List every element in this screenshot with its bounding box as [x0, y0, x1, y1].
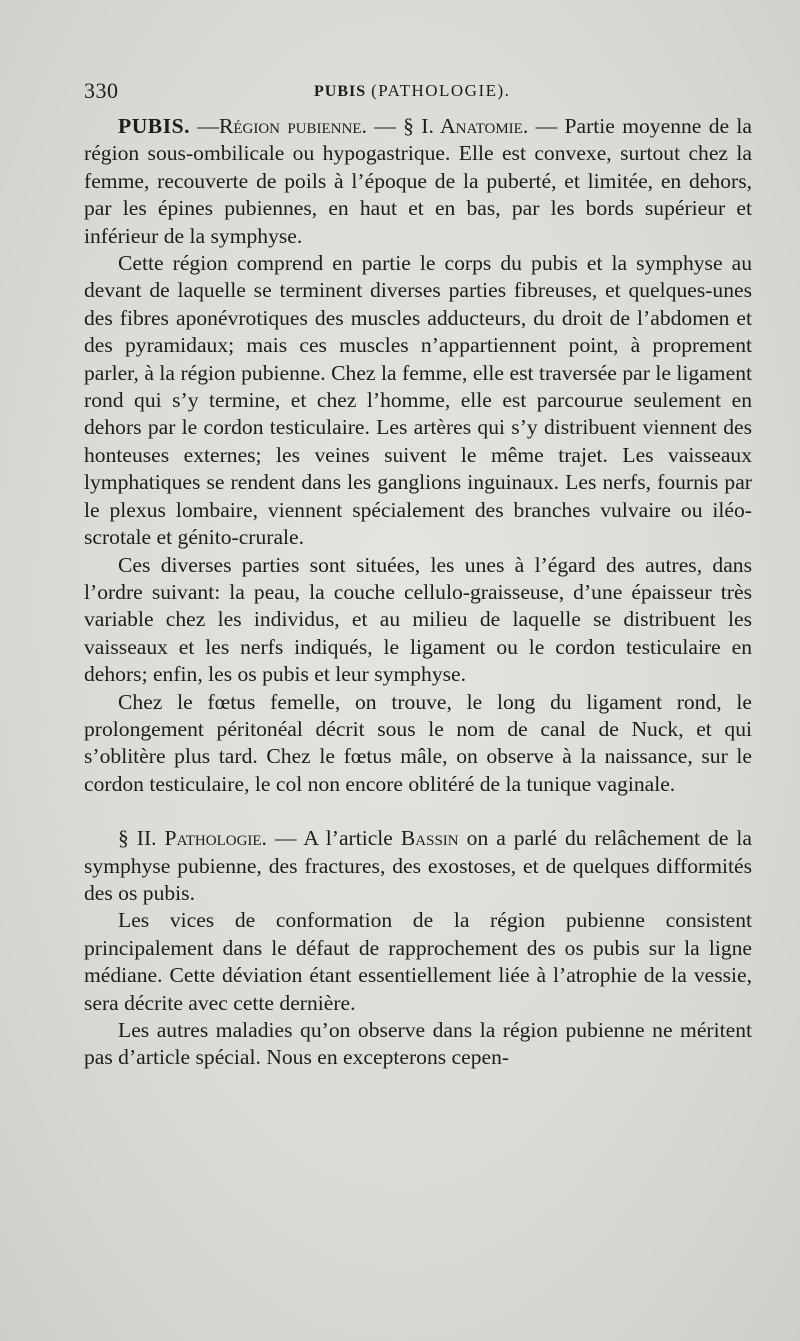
- paragraph-text: on a parlé du relâchement de la symphyse pubienne, des fractures, des exostoses, et de quelques difformités des os pubis.: [84, 826, 752, 905]
- running-head-main: PUBIS: [314, 83, 367, 100]
- cross-reference-bassin: Bassin: [400, 826, 459, 851]
- paragraph-malformations: Les vices de conformation de la région pubienne consistent principalement dans le défaut de rapprochement des os pubis sur la ligne médiane. Cette déviation étant essentiellement liée à l’atrophie de la vessie, sera décrite avec cette dernière.: [84, 908, 752, 1015]
- paragraph-fetus: Chez le fœtus femelle, on trouve, le long du ligament rond, le prolongement péritonéal décrit sous le nom de canal de Nuck, et qui s’oblitère plus tard. Chez le fœtus mâle, on observe à la naissance, sur le cordon testiculaire, le col non encore oblitéré de la tunique vaginale.: [84, 689, 752, 796]
- paragraph-text: Partie moyenne de la région sous-ombilicale ou hypogastrique. Elle est convexe, surtout chez la femme, recouverte de poils à l’époque de la puberté, et limitée, en dehors, par les épines pubiennes, en haut et en bas, par les bords supérieur et inférieur de la symphyse.: [84, 114, 753, 248]
- paragraph-region-contents: Cette région comprend en partie le corps du pubis et la symphyse au devant de laquelle se terminent diverses parties fibreuses, et quelques-unes des fibres aponévrotiques des muscles adducteurs, du droit de l’abdomen et des pyramidaux; mais ces muscles n’appartiennent point, à proprement parler, à la région pubienne. Chez la femme, elle est traversée par le ligament rond qui s’y termine, et chez l’homme, elle est parcourue seulement en dehors par le cordon testiculaire. Les artères qui s’y distribuent viennent des honteuses externes; les veines suivent le même trajet. Les vaisseaux lymphatiques se rendent dans les ganglions inguinaux. Les nerfs, fournis par le plexus lombaire, viennent spécialement des branches vulvaire ou iléo-scrotale et génito-crurale.: [84, 251, 752, 550]
- page-number: 330: [84, 78, 119, 103]
- running-head-paren: (PATHOLOGIE).: [371, 81, 511, 100]
- article-lemma: PUBIS.: [118, 114, 190, 138]
- paragraph-layer-order: Ces diverses parties sont situées, les unes à l’égard des autres, dans l’ordre suivant: la peau, la couche cellulo-graisseuse, d’une épaisseur très variable chez les individus, et au milieu de laquelle se distribuent les vaisseaux et les nerfs indiqués, le ligament ou le cordon testiculaire en dehors; enfin, les os pubis et leur symphyse.: [84, 552, 752, 687]
- section-heading-anatomy: —Région pubienne. — § I. Anatomie. —: [197, 114, 558, 138]
- paragraph-text: A l’article: [303, 826, 393, 851]
- section-heading-pathology: § II. Pathologie. —: [118, 826, 297, 851]
- article-body: [84, 113, 752, 1072]
- page-header: [84, 78, 752, 104]
- running-head: [314, 81, 510, 101]
- paragraph-pathology-intro: [84, 825, 752, 907]
- paragraph-other-diseases: Les autres maladies qu’on observe dans la région pubienne ne méritent pas d’article spécial. Nous en excepterons cepen-: [84, 1018, 752, 1070]
- paragraph-anatomy-intro: [84, 113, 752, 250]
